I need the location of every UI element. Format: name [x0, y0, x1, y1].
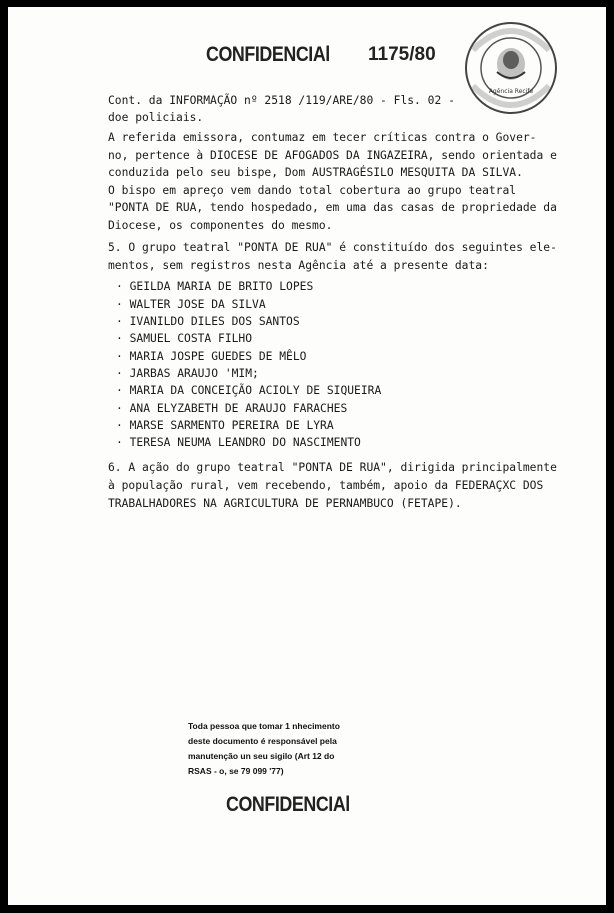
body-line-4: no, pertence à DIOCESE DE AFOGADOS DA INGAZEIRA, sendo orientada e	[108, 149, 557, 162]
classification-header: CONFIDENCIAl	[206, 43, 330, 66]
list-item: · SAMUEL COSTA FILHO	[116, 332, 253, 345]
confidentiality-notice	[188, 719, 380, 791]
list-item: · GEILDA MARIA DE BRITO LOPES	[116, 280, 314, 293]
notice-line-1: Toda pessoa que tomar 1 nhecimento	[188, 721, 340, 731]
body-line-3: A referida emissora, contumaz em tecer críticas contra o Gover-	[108, 131, 537, 144]
notice-line-3: manutenção un seu sigilo (Art 12 do	[188, 751, 335, 761]
body-line-6: O bispo em apreço vem dando total cobertura ao grupo teatral	[108, 184, 517, 197]
list-item: · MARSE SARMENTO PEREIRA DE LYRA	[116, 419, 334, 432]
body-line-5: conduzida pelo seu bispe, Dom AUSTRAGÉSILO MESQUITA DA SILVA.	[108, 166, 523, 179]
body-line-2: doe policiais.	[108, 111, 204, 124]
paragraph-6-line-2: à população rural, vem recebendo, também, apoio da FEDERAÇXC DOS	[108, 479, 544, 492]
notice-line-2: deste documento é responsável pela	[188, 736, 337, 746]
paragraph-6-line-3: TRABALHADORES NA AGRICULTURA DE PERNAMBUCO (FETAPE).	[108, 497, 462, 510]
body-line-10: mentos, sem registros nesta Agência até a presente data:	[108, 259, 489, 272]
list-item: · JARBAS ARAUJO 'MIM;	[116, 367, 259, 380]
list-item: · ANA ELYZABETH DE ARAUJO FARACHES	[116, 402, 348, 415]
svg-text:Agência Recife: Agência Recife	[488, 88, 534, 95]
body-line-8: Diocese, os componentes do mesmo.	[108, 219, 333, 232]
body-line-7: "PONTA DE RUA, tendo hospedado, em uma das casas de propriedade da	[108, 201, 557, 214]
list-item: · IVANILDO DILES DOS SANTOS	[116, 315, 300, 328]
list-item: · WALTER JOSE DA SILVA	[116, 298, 266, 311]
document-page	[8, 7, 606, 905]
document-number: 1175/80	[368, 44, 436, 65]
notice-line-4: RSAS - o, se 79 099 '77)	[188, 766, 284, 776]
body-line-9: 5. O grupo teatral "PONTA DE RUA" é constituído dos seguintes ele-	[108, 241, 557, 254]
classification-footer: CONFIDENCIAl	[226, 793, 350, 816]
list-item: · MARIA JOSPE GUEDES DE MÊLO	[116, 350, 307, 363]
list-item: · TERESA NEUMA LEANDRO DO NASCIMENTO	[116, 436, 361, 449]
body-line-1: Cont. da INFORMAÇÃO nº 2518 /119/ARE/80 - Fls. 02 -	[108, 94, 455, 107]
list-item: · MARIA DA CONCEIÇÃO ACIOLY DE SIQUEIRA	[116, 384, 382, 397]
paragraph-6-line-1: 6. A ação do grupo teatral "PONTA DE RUA", dirigida principalmente	[108, 461, 557, 474]
agency-seal-stamp	[463, 20, 559, 116]
